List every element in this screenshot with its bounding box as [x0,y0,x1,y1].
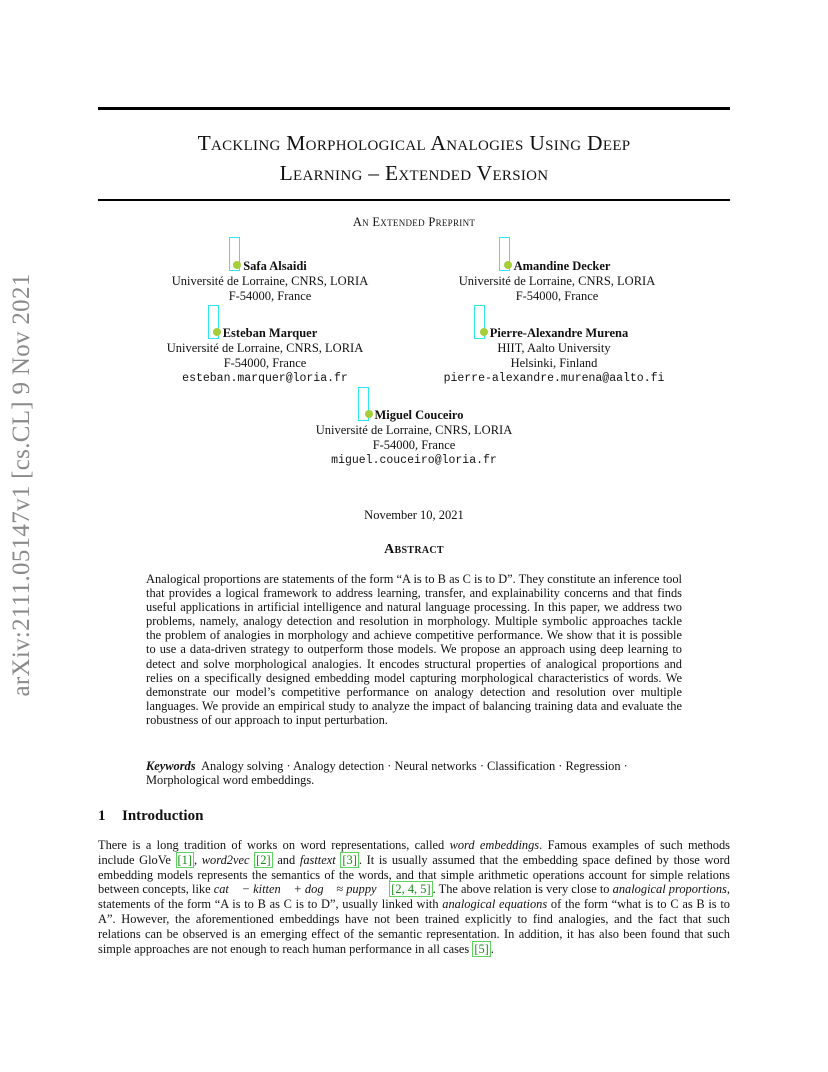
author-email[interactable]: esteban.marquer@loria.fr [182,372,348,385]
keywords-text: Analogy solving · Analogy detection · Neural networks · Classification · Regression · Morphological word embeddings. [146,759,628,788]
intro-text: , statements of the form “A is to B as C is to D”, usually linked with [98,882,730,912]
title-line-2: Learning – Extended Version [279,161,549,185]
intro-paragraph [98,838,730,956]
author-name-row [145,259,395,274]
intro-text: , [193,852,198,867]
abstract-text: Analogical proportions are statements of the form “A is to B as C is to D”. They constitute an inference tool that provides a logical framework to address learning, transfer, and explainability concerns and that finds useful applications in artificial intelligence and natural language processing. In this paper, we address two problems, namely, analogy detection and resolution in morphology. Multiple symbolic approaches tackle the problem of analogies in morphology and achieve competitive performance. We show that it is possible to use a data-driven strategy to outperform those models. We propose an approach using deep learning to detect and solve morphological analogies. It encodes structural properties of analogical proportions and relies on a specifically designed embedding model capturing morphological characteristics of words. We demonstrate our model’s competitive performance on analogy detection and resolution over multiple languages. We provide an empirical study to analyze the impact of balancing training data and evaluate the robustness of our approach to input perturbation. [146,572,682,727]
intro-emphasis: word2vec [201,852,250,867]
intro-text: . The above relation is very close to [432,882,610,897]
author-name: Miguel Couceiro [374,408,464,422]
intro-text: . Famous examples of such methods include GloVe [98,838,730,867]
citation-link[interactable]: [3] [342,852,357,867]
author-address: F-54000, France [372,438,456,452]
author-name-row [289,408,539,423]
title-line-1: Tackling Morphological Analogies Using Deep [197,131,631,155]
intro-emphasis: analogical proportions [612,882,727,897]
author-affiliation: HIIT, Aalto University [497,341,611,355]
author-address: Helsinki, Finland [510,356,598,370]
author-email[interactable]: pierre-alexandre.murena@aalto.fi [443,372,665,385]
author-name: Pierre-Alexandre Murena [489,326,629,340]
author-name: Esteban Marquer [222,326,318,340]
keywords [146,759,682,787]
author-email[interactable]: miguel.couceiro@loria.fr [331,454,497,467]
author-name: Amandine Decker [513,259,611,273]
paper-subtitle: An Extended Preprint [352,215,476,229]
orcid-icon[interactable] [213,328,221,336]
citation-link[interactable]: [2, 4, 5] [391,882,431,897]
author-block [289,408,539,468]
author-affiliation: Université de Lorraine, CNRS, LORIA [315,423,513,437]
paper-date: November 10, 2021 [364,508,464,522]
title-bottom-rule [98,199,730,201]
author-address: F-54000, France [515,289,599,303]
author-address: F-54000, France [228,289,312,303]
intro-text: . [490,941,494,956]
author-name-row [432,259,682,274]
author-affiliation: Université de Lorraine, CNRS, LORIA [458,274,656,288]
orcid-icon[interactable] [504,261,512,269]
section-heading [98,808,203,825]
section-number: 1 [98,808,106,824]
author-affiliation: Université de Lorraine, CNRS, LORIA [166,341,364,355]
citation-link[interactable]: [2] [256,852,271,867]
orcid-icon[interactable] [480,328,488,336]
author-address: F-54000, France [223,356,307,370]
citation-link[interactable]: [1] [177,852,192,867]
author-name: Safa Alsaidi [243,259,307,273]
intro-text: of the form “what is to C as B is to A”. However, the aforementioned embeddings have not been trained explicitly to find analogies, and the fact that such relations can be observed is an emerging effect of the semantic representation. In addition, it has also been found that such simple approaches are not enough to reach human performance in all cases [98,897,730,956]
author-block [140,326,390,386]
author-block [145,259,395,304]
keywords-label: Keywords [146,759,196,773]
intro-text: . It is usually assumed that the embedding space defined by those word embedding models represents the semantics of the words, and that simple arithmetic operations account for simple relations between concepts, like [98,852,730,897]
intro-text: and [277,852,296,867]
author-affiliation: Université de Lorraine, CNRS, LORIA [171,274,369,288]
author-name-row [140,326,390,341]
intro-emphasis: word embeddings [449,838,540,852]
arxiv-id: arXiv:2111.05147v1 [cs.CL] 9 Nov 2021 [8,273,35,697]
intro-math: cat⃗ − kitten⃗ + dog⃗ ≈ puppy⃗ [213,882,387,897]
intro-emphasis: fasttext [299,852,336,867]
abstract-heading: Abstract [384,542,444,557]
author-block [432,259,682,304]
section-title: Introduction [122,808,204,824]
arxiv-stamp [2,273,42,697]
orcid-icon[interactable] [365,410,373,418]
author-block [414,326,694,386]
paper-title [98,128,730,188]
citation-link[interactable]: [5] [474,941,489,956]
intro-emphasis: analogical equations [442,897,548,912]
title-top-rule [98,107,730,110]
intro-text: There is a long tradition of works on word representations, called [98,838,445,852]
author-name-row [414,326,694,341]
orcid-icon[interactable] [233,261,241,269]
